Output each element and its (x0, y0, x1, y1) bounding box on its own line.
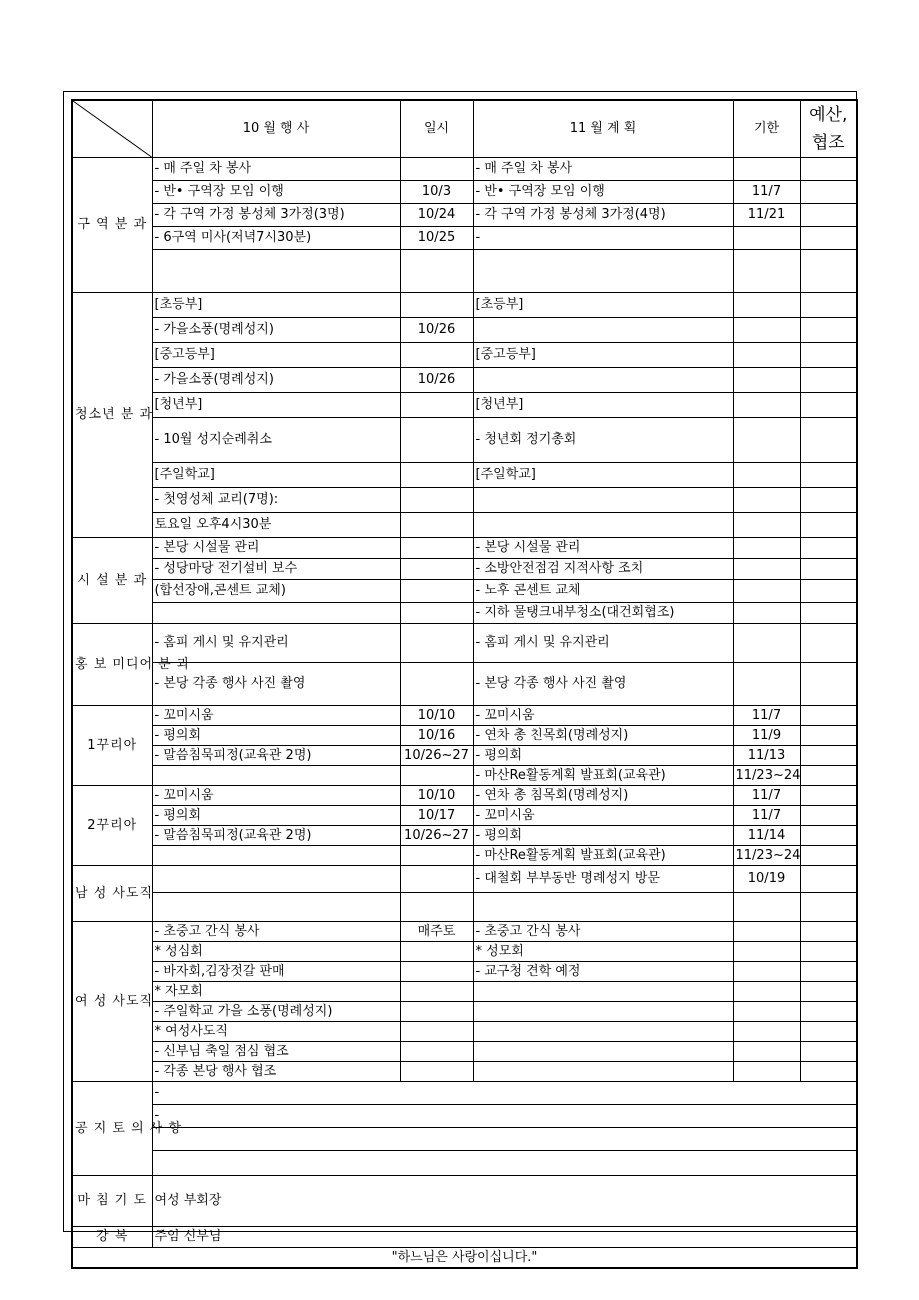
budget-cell (800, 559, 857, 580)
event-cell: - 평의회 (152, 806, 400, 826)
event-cell: - 첫영성체 교리(7명): (152, 488, 400, 513)
deadline-cell (733, 893, 800, 922)
plan-cell: - 평의회 (473, 746, 733, 766)
event-cell: - 각종 본당 행사 협조 (152, 1062, 400, 1082)
budget-cell (800, 866, 857, 893)
plan-cell: - 노후 콘센트 교체 (473, 580, 733, 603)
deadline-cell (733, 663, 800, 706)
deadline-cell (733, 158, 800, 181)
event-cell: [중고등부] (152, 343, 400, 368)
plan-cell: - 마산Re활동계획 발표회(교육관) (473, 846, 733, 866)
date-cell (400, 846, 473, 866)
blessing-row (72, 1227, 857, 1248)
event-cell: * 성심회 (152, 942, 400, 962)
deadline-cell: 11/13 (733, 746, 800, 766)
section-title: 시 설 분 과 (72, 538, 152, 624)
table-row (72, 393, 857, 418)
closing-row (72, 1176, 857, 1227)
plan-cell: - 연차 총 침목회(명례성지) (473, 786, 733, 806)
deadline-cell (733, 922, 800, 942)
budget-cell (800, 158, 857, 181)
budget-cell (800, 418, 857, 463)
table-row (72, 1002, 857, 1022)
date-cell: 10/16 (400, 726, 473, 746)
notice-item (152, 1151, 857, 1176)
section-title: 공 지 토 의 사 항 (72, 1082, 152, 1176)
date-cell (400, 463, 473, 488)
date-cell (400, 580, 473, 603)
event-cell: - 각 구역 가정 봉성체 3가정(3명) (152, 204, 400, 227)
header-row (72, 100, 857, 158)
date-cell (400, 418, 473, 463)
table-row (72, 893, 857, 922)
date-cell (400, 293, 473, 318)
deadline-cell (733, 538, 800, 559)
event-cell: - 꼬미시움 (152, 706, 400, 726)
deadline-cell (733, 293, 800, 318)
event-cell: - 본당 각종 행사 사진 촬영 (152, 663, 400, 706)
deadline-cell (733, 559, 800, 580)
plan-cell: [주일학교] (473, 463, 733, 488)
table-row (72, 826, 857, 846)
table-row (72, 158, 857, 181)
deadline-cell (733, 580, 800, 603)
date-cell (400, 1002, 473, 1022)
budget-cell (800, 786, 857, 806)
budget-cell (800, 318, 857, 343)
event-cell (152, 846, 400, 866)
table-row (72, 1105, 857, 1128)
deadline-cell: 11/7 (733, 706, 800, 726)
plan-cell (473, 893, 733, 922)
event-cell (152, 766, 400, 786)
date-cell: 10/26~27 (400, 746, 473, 766)
deadline-cell (733, 942, 800, 962)
plan-cell: - 홈피 게시 및 유지관리 (473, 624, 733, 663)
date-cell: 10/26 (400, 318, 473, 343)
table-row (72, 463, 857, 488)
table-row (72, 866, 857, 893)
table-row (72, 746, 857, 766)
deadline-cell (733, 250, 800, 293)
date-cell (400, 942, 473, 962)
budget-cell (800, 368, 857, 393)
budget-cell (800, 663, 857, 706)
table-row (72, 580, 857, 603)
header-budget: 예산, 협조 (800, 100, 857, 158)
budget-cell (800, 343, 857, 368)
event-cell: [청년부] (152, 393, 400, 418)
event-cell: - 주일학교 가을 소풍(명례성지) (152, 1002, 400, 1022)
header-corner (72, 100, 152, 158)
budget-cell (800, 1062, 857, 1082)
budget-cell (800, 227, 857, 250)
deadline-cell (733, 463, 800, 488)
plan-cell: [초등부] (473, 293, 733, 318)
budget-cell (800, 293, 857, 318)
date-cell: 10/17 (400, 806, 473, 826)
section-title: 구 역 분 과 (72, 158, 152, 293)
plan-cell (473, 1042, 733, 1062)
plan-cell (473, 488, 733, 513)
event-cell: - 꼬미시움 (152, 786, 400, 806)
plan-cell: - 꼬미시움 (473, 806, 733, 826)
plan-cell (473, 982, 733, 1002)
table-row (72, 1042, 857, 1062)
plan-cell (473, 1002, 733, 1022)
table-row (72, 624, 857, 663)
plan-cell: - 본당 시설물 관리 (473, 538, 733, 559)
budget-cell (800, 1022, 857, 1042)
plan-cell: - 연차 총 친목회(명례성지) (473, 726, 733, 746)
date-cell (400, 766, 473, 786)
deadline-cell (733, 227, 800, 250)
deadline-cell: 11/14 (733, 826, 800, 846)
deadline-cell (733, 318, 800, 343)
event-cell: - 바자회,김장젓갈 판매 (152, 962, 400, 982)
plan-cell (473, 1022, 733, 1042)
date-cell (400, 603, 473, 624)
budget-cell (800, 962, 857, 982)
plan-cell: - 청년회 정기총회 (473, 418, 733, 463)
event-cell: * 자모회 (152, 982, 400, 1002)
event-cell: - 말씀침묵피정(교육관 2명) (152, 826, 400, 846)
plan-cell: - 평의회 (473, 826, 733, 846)
budget-cell (800, 706, 857, 726)
date-cell: 10/26~27 (400, 826, 473, 846)
event-cell (152, 866, 400, 893)
event-cell: * 여성사도직 (152, 1022, 400, 1042)
date-cell (400, 982, 473, 1002)
event-cell: - 반• 구역장 모임 이행 (152, 181, 400, 204)
date-cell: 10/25 (400, 227, 473, 250)
deadline-cell (733, 1042, 800, 1062)
plan-cell: - 소방안전점검 지적사항 조치 (473, 559, 733, 580)
plan-cell: [중고등부] (473, 343, 733, 368)
date-cell (400, 559, 473, 580)
budget-cell (800, 766, 857, 786)
header-plan: 11 월 계 획 (473, 100, 733, 158)
table-row (72, 250, 857, 293)
table-row (72, 343, 857, 368)
header-deadline: 기한 (733, 100, 800, 158)
date-cell (400, 343, 473, 368)
notice-item (152, 1128, 857, 1151)
date-cell (400, 1062, 473, 1082)
table-row (72, 982, 857, 1002)
plan-cell (473, 1062, 733, 1082)
section-title: 1꾸리아 (72, 706, 152, 786)
date-cell: 매주토 (400, 922, 473, 942)
section-title: 강 복 (72, 1227, 152, 1248)
plan-cell: - 본당 각종 행사 사진 촬영 (473, 663, 733, 706)
notice-item: - (152, 1105, 857, 1128)
deadline-cell (733, 368, 800, 393)
date-cell (400, 158, 473, 181)
date-cell (400, 488, 473, 513)
date-cell (400, 538, 473, 559)
event-cell: - 6구역 미사(저녁7시30분) (152, 227, 400, 250)
header-event: 10 월 행 사 (152, 100, 400, 158)
section-title: 남 성 사도직 (72, 866, 152, 922)
budget-cell (800, 1002, 857, 1022)
plan-cell: * 성모회 (473, 942, 733, 962)
budget-cell (800, 826, 857, 846)
budget-cell (800, 488, 857, 513)
budget-cell (800, 393, 857, 418)
section-title: 2꾸리아 (72, 786, 152, 866)
plan-cell: - 매 주일 차 봉사 (473, 158, 733, 181)
deadline-cell (733, 488, 800, 513)
budget-cell (800, 538, 857, 559)
section-title: 홍 보 미디어 분 과 (72, 624, 152, 706)
table-row (72, 942, 857, 962)
deadline-cell: 11/21 (733, 204, 800, 227)
table-row (72, 603, 857, 624)
table-row (72, 1062, 857, 1082)
plan-cell (473, 513, 733, 538)
date-cell (400, 663, 473, 706)
date-cell (400, 513, 473, 538)
date-cell (400, 866, 473, 893)
event-cell: 토요일 오후4시30분 (152, 513, 400, 538)
table-row (72, 559, 857, 580)
plan-cell (473, 368, 733, 393)
deadline-cell (733, 1062, 800, 1082)
table-row (72, 922, 857, 942)
table-row (72, 538, 857, 559)
table-row (72, 418, 857, 463)
budget-cell (800, 181, 857, 204)
date-cell (400, 962, 473, 982)
table-row (72, 962, 857, 982)
section-title: 청소년 분 과 (72, 293, 152, 538)
event-cell: - 평의회 (152, 726, 400, 746)
plan-cell: - 각 구역 가정 봉성체 3가정(4명) (473, 204, 733, 227)
table-row (72, 368, 857, 393)
budget-cell (800, 624, 857, 663)
date-cell (400, 624, 473, 663)
event-cell: - 매 주일 차 봉사 (152, 158, 400, 181)
table-row (72, 726, 857, 746)
plan-cell: - 대철회 부부동반 명례성지 방문 (473, 866, 733, 893)
event-cell: - 가을소풍(명례성지) (152, 318, 400, 343)
table-row (72, 706, 857, 726)
event-cell: - 초중고 간식 봉사 (152, 922, 400, 942)
budget-cell (800, 922, 857, 942)
event-cell: - 신부님 축일 점심 협조 (152, 1042, 400, 1062)
budget-cell (800, 746, 857, 766)
date-cell: 10/24 (400, 204, 473, 227)
event-cell: (합선장애,콘센트 교체) (152, 580, 400, 603)
budget-cell (800, 942, 857, 962)
event-cell: - 성당마당 전기설비 보수 (152, 559, 400, 580)
plan-cell: - 초중고 간식 봉사 (473, 922, 733, 942)
table-row (72, 181, 857, 204)
deadline-cell: 11/7 (733, 181, 800, 204)
table-row (72, 318, 857, 343)
date-cell (400, 1022, 473, 1042)
budget-cell (800, 982, 857, 1002)
closing-value: 여성 부회장 (152, 1176, 857, 1227)
deadline-cell: 11/9 (733, 726, 800, 746)
plan-cell: - 지하 물탱크내부청소(대건회협조) (473, 603, 733, 624)
event-cell: [초등부] (152, 293, 400, 318)
diagonal-line (73, 101, 152, 157)
blessing-value: 주임 신부님 (152, 1227, 857, 1248)
budget-cell (800, 893, 857, 922)
plan-cell: [청년부] (473, 393, 733, 418)
plan-cell: - 꼬미시움 (473, 706, 733, 726)
budget-cell (800, 204, 857, 227)
notice-item: - (152, 1082, 857, 1105)
budget-cell (800, 250, 857, 293)
plan-cell: - 교구청 견학 예정 (473, 962, 733, 982)
plan-cell: - 마산Re활동계획 발표회(교육관) (473, 766, 733, 786)
event-cell: - 본당 시설물 관리 (152, 538, 400, 559)
table-row (72, 204, 857, 227)
table-row (72, 1022, 857, 1042)
deadline-cell: 10/19 (733, 866, 800, 893)
section-title: 마 침 기 도 (72, 1176, 152, 1227)
budget-cell (800, 603, 857, 624)
date-cell: 10/3 (400, 181, 473, 204)
table-row (72, 766, 857, 786)
deadline-cell: 11/23~24 (733, 846, 800, 866)
table-row (72, 786, 857, 806)
deadline-cell (733, 624, 800, 663)
table-row (72, 846, 857, 866)
event-cell: - 가을소풍(명례성지) (152, 368, 400, 393)
date-cell (400, 893, 473, 922)
event-cell (152, 603, 400, 624)
plan-cell (473, 250, 733, 293)
table-row (72, 1082, 857, 1105)
table-row (72, 513, 857, 538)
monthly-report-table (71, 99, 858, 1269)
budget-cell (800, 726, 857, 746)
plan-cell: - (473, 227, 733, 250)
event-cell: - 홈피 게시 및 유지관리 (152, 624, 400, 663)
event-cell: [주일학교] (152, 463, 400, 488)
date-cell: 10/10 (400, 706, 473, 726)
event-cell: - 말씀침묵피정(교육관 2명) (152, 746, 400, 766)
table-row (72, 1151, 857, 1176)
table-row (72, 488, 857, 513)
deadline-cell (733, 962, 800, 982)
table-row (72, 293, 857, 318)
date-cell: 10/26 (400, 368, 473, 393)
plan-cell: - 반• 구역장 모임 이행 (473, 181, 733, 204)
budget-cell (800, 513, 857, 538)
date-cell: 10/10 (400, 786, 473, 806)
deadline-cell (733, 603, 800, 624)
deadline-cell (733, 1002, 800, 1022)
budget-cell (800, 580, 857, 603)
motto-row (72, 1248, 857, 1269)
plan-cell (473, 318, 733, 343)
deadline-cell: 11/23~24 (733, 766, 800, 786)
table-row (72, 806, 857, 826)
date-cell (400, 393, 473, 418)
table-row (72, 1128, 857, 1151)
motto-text: "하느님은 사랑이십니다." (72, 1248, 857, 1269)
event-cell: - 10월 성지순례취소 (152, 418, 400, 463)
deadline-cell (733, 513, 800, 538)
budget-cell (800, 463, 857, 488)
budget-cell (800, 846, 857, 866)
section-title: 여 성 사도직 (72, 922, 152, 1082)
budget-cell (800, 806, 857, 826)
table-row (72, 227, 857, 250)
deadline-cell (733, 982, 800, 1002)
deadline-cell: 11/7 (733, 786, 800, 806)
header-date: 일시 (400, 100, 473, 158)
deadline-cell (733, 418, 800, 463)
date-cell (400, 1042, 473, 1062)
date-cell (400, 250, 473, 293)
budget-cell (800, 1042, 857, 1062)
deadline-cell (733, 343, 800, 368)
event-cell (152, 250, 400, 293)
deadline-cell (733, 393, 800, 418)
event-cell (152, 893, 400, 922)
deadline-cell: 11/7 (733, 806, 800, 826)
deadline-cell (733, 1022, 800, 1042)
